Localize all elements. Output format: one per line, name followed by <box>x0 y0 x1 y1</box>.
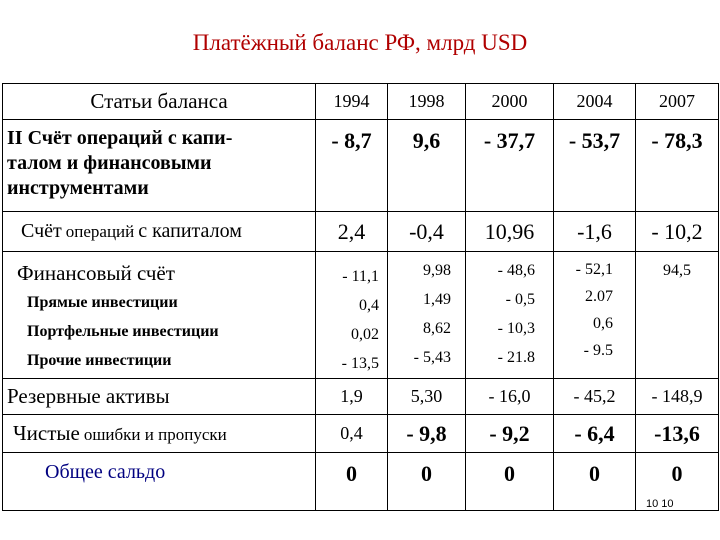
cell-value: - 13,5 <box>341 355 379 372</box>
year-1994: 1994 <box>316 84 388 120</box>
cell-value: - 9,2 <box>466 415 554 453</box>
row-label-part: операций <box>65 222 135 241</box>
table-row <box>3 379 719 415</box>
cell-value: - 11,1 <box>342 268 379 285</box>
sub-label-portfolio: Портфельные инвестиции <box>27 323 219 340</box>
cell-value: - 10,3 <box>497 320 535 337</box>
table-row <box>3 453 719 511</box>
cell-value: 1,49 <box>423 291 451 308</box>
header-label: Статьи баланса <box>3 84 316 120</box>
cell-value: 2,4 <box>316 212 388 252</box>
cell-value: 94,5 <box>663 262 691 279</box>
row-label-financial-account <box>3 252 316 379</box>
page-title: Платёжный баланс РФ, млрд USD <box>192 30 528 55</box>
cell-stack <box>636 252 719 379</box>
row-label-capital-account <box>3 212 316 252</box>
cell-stack <box>466 252 554 379</box>
cell-value: - 9.5 <box>583 342 613 359</box>
cell-value: 0 <box>316 453 388 511</box>
cell-value: - 37,7 <box>466 120 554 212</box>
cell-value: 9,98 <box>423 262 451 279</box>
page-footnote: 10 10 <box>646 498 674 510</box>
cell-value: 2.07 <box>585 288 613 305</box>
balance-table <box>2 83 719 511</box>
cell-value: 0 <box>466 453 554 511</box>
cell-value: - 6,4 <box>554 415 636 453</box>
table-row <box>3 252 719 379</box>
table-row <box>3 415 719 453</box>
cell-stack <box>388 252 466 379</box>
year-2000: 2000 <box>466 84 554 120</box>
year-2004: 2004 <box>554 84 636 120</box>
cell-value: - 8,7 <box>316 120 388 212</box>
cell-value: 9,6 <box>388 120 466 212</box>
year-2007: 2007 <box>636 84 719 120</box>
cell-value: 0 <box>554 453 636 511</box>
table-row <box>3 120 719 212</box>
table-row <box>3 212 719 252</box>
sub-label-other: Прочие инвестиции <box>27 352 172 369</box>
row-label-part: Чистые <box>13 421 80 445</box>
year-1998: 1998 <box>388 84 466 120</box>
row-label-capital-financial <box>3 120 316 212</box>
cell-value: - 48,6 <box>497 262 535 279</box>
cell-value: - 21.8 <box>497 349 535 366</box>
row-label-reserve-assets: Резервные активы <box>3 379 316 415</box>
row-label-line: инструментами <box>7 177 149 199</box>
cell-value: 0,02 <box>351 326 379 343</box>
cell-value: - 45,2 <box>554 379 636 415</box>
cell-value: 0 <box>388 453 466 511</box>
cell-value: - 9,8 <box>388 415 466 453</box>
cell-value: - 148,9 <box>636 379 719 415</box>
cell-value: - 10,2 <box>636 212 719 252</box>
cell-value: 0 <box>636 453 719 511</box>
cell-value: 8,62 <box>423 320 451 337</box>
cell-value: 0,4 <box>316 415 388 453</box>
cell-value: - 0,5 <box>505 291 535 308</box>
cell-value: 10,96 <box>466 212 554 252</box>
cell-stack <box>316 252 388 379</box>
cell-value: - 78,3 <box>636 120 719 212</box>
row-label-errors <box>3 415 316 453</box>
cell-value: - 52,1 <box>575 261 613 278</box>
cell-value: 0,4 <box>359 297 379 314</box>
cell-value: - 16,0 <box>466 379 554 415</box>
cell-value: 5,30 <box>388 379 466 415</box>
cell-value: -1,6 <box>554 212 636 252</box>
row-label-total: Общее сальдо <box>3 453 316 511</box>
row-label-part: ошибки и пропуски <box>83 425 227 444</box>
row-label-line: талом и финансовыми <box>7 152 212 174</box>
sub-label-direct: Прямые инвестиции <box>27 294 178 311</box>
cell-value: 0,6 <box>593 315 613 332</box>
cell-value: -13,6 <box>636 415 719 453</box>
row-label-part: с капиталом <box>138 220 242 242</box>
cell-stack <box>554 252 636 379</box>
row-label-line: II Счёт операций с капи- <box>7 127 233 149</box>
cell-value: - 5,43 <box>413 349 451 366</box>
cell-value: 1,9 <box>316 379 388 415</box>
cell-value: - 53,7 <box>554 120 636 212</box>
row-label-part: Счёт <box>21 220 62 242</box>
row-label: Финансовый счёт <box>17 261 175 285</box>
header-row <box>3 84 719 120</box>
cell-value: -0,4 <box>388 212 466 252</box>
